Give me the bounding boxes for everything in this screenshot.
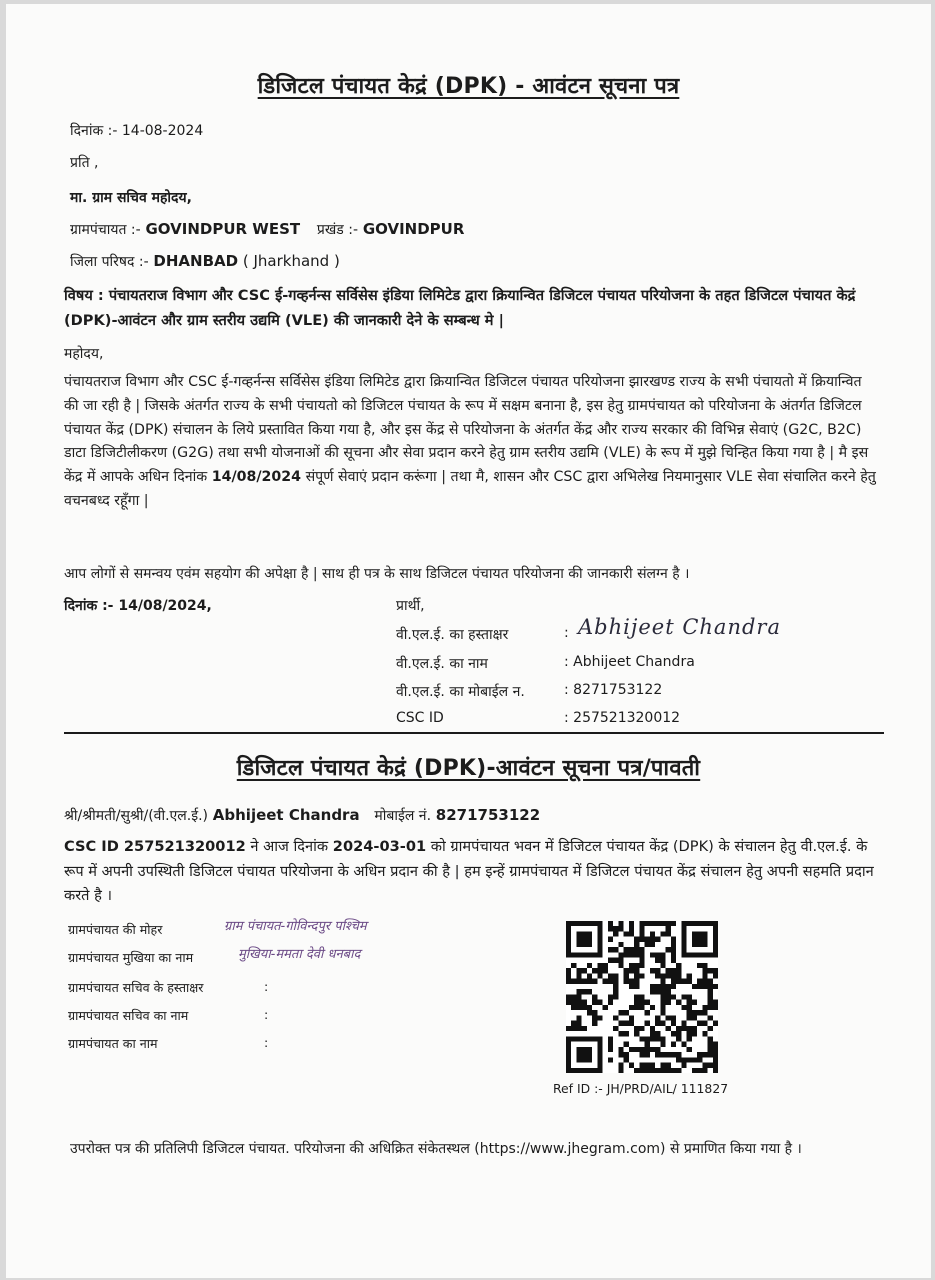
body-text-end: संपूर्ण सेवाएं प्रदान करूंगा | तथा मै, शासन और CSC द्वारा अभिलेख नियमानुसार VLE सेवा संचालित करने हेतु वचनबध्द रहूँगा | <box>64 469 876 509</box>
vle-name-label: वी.एल.ई. का नाम <box>396 656 488 672</box>
qr-code-graphic <box>566 921 718 1073</box>
receipt-title: डिजिटल पंचायत केद्रं (DPK)-आवंटन सूचना पत्र/पावती <box>236 756 701 781</box>
receipt-paragraph <box>64 835 880 909</box>
gram-panchayat-label: ग्रामपंचायत :- <box>70 222 141 238</box>
receipt-text-2: को ग्रामपंचायत भवन में डिजिटल पंचायत केंद्र (DPK) के संचालन हेतु वी.एल.ई. के रूप में अपनी उपस्थिती डिजिटल पंचायत परियोजना के अधिन प्रदान की है | हम इन्हें ग्रामपंचायत में डिजिटल पंचायत केंद्र संचालन हेतु अपनी सहमति प्रदान करते है । <box>64 838 874 904</box>
zila-row <box>70 252 340 271</box>
vle-signature: Abhijeet Chandra <box>578 615 781 639</box>
sachiv-sign-colon: : <box>264 979 269 994</box>
prakhand-label: प्रखंड :- <box>316 222 359 238</box>
gp-name-label: ग्रामपंचायत का नाम <box>68 1036 158 1051</box>
receipt-person-label: श्री/श्रीमती/सुश्री/(वी.एल.ई.) <box>64 808 208 824</box>
receipt-text-1: ने आज दिनांक <box>250 838 329 855</box>
mukhiya-label: ग्रामपंचायत मुखिया का नाम <box>68 950 194 965</box>
sachiv-name-colon: : <box>264 1007 269 1022</box>
sachiv-name-label: ग्रामपंचायत सचिव का नाम <box>68 1008 189 1023</box>
page-title: डिजिटल पंचायत केद्रं (DPK) - आवंटन सूचना पत्र <box>257 74 680 99</box>
receipt-person-row <box>64 806 540 825</box>
vle-mobile-row <box>564 682 662 698</box>
section-divider <box>64 732 884 734</box>
csc-id-colon: : <box>564 710 569 726</box>
vle-mobile-label: वी.एल.ई. का मोबाईल न. <box>396 684 525 700</box>
mukhiya-stamp: मुखिया-ममता देवी धनबाद <box>238 947 361 962</box>
subject <box>64 283 876 333</box>
date-bottom: दिनांक :- 14/08/2024, <box>64 598 212 614</box>
qr-code-icon <box>566 921 718 1073</box>
receipt-date: 2024-03-01 <box>332 838 427 855</box>
receipt-mobile-label: मोबाईल नं. <box>374 808 432 824</box>
body-date: 14/08/2024 <box>211 469 302 486</box>
seal-label: ग्रामपंचायत की मोहर <box>68 922 163 937</box>
addressee: मा. ग्राम सचिव महोदय, <box>70 190 192 206</box>
salutation: महोदय, <box>64 346 104 362</box>
zila-state: ( Jharkhand ) <box>242 252 340 270</box>
csc-id-label: CSC ID <box>396 710 444 726</box>
seal-stamp: ग्राम पंचायत-गोविन्दपुर पश्चिम <box>224 919 367 934</box>
vle-mobile-colon: : <box>564 682 569 698</box>
receipt-person-value: Abhijeet Chandra <box>212 806 360 824</box>
body-paragraph <box>64 371 878 514</box>
gram-panchayat-value: GOVINDPUR WEST <box>145 220 301 238</box>
vle-name-row <box>564 654 695 670</box>
zila-label: जिला परिषद :- <box>70 254 149 270</box>
sachiv-sign-label: ग्रामपंचायत सचिव के हस्ताक्षर <box>68 980 204 995</box>
gram-panchayat-row <box>70 220 464 239</box>
subject-label: विषय : <box>64 287 104 304</box>
date-line: दिनांक :- 14-08-2024 <box>70 123 204 139</box>
csc-id-value: 257521320012 <box>573 710 681 726</box>
prakhand-value: GOVINDPUR <box>362 220 465 238</box>
ref-id: Ref ID :- JH/PRD/AIL/ 111827 <box>553 1081 729 1096</box>
body-text: पंचायतराज विभाग और CSC ई-गव्हर्नन्स सर्विसेस इंडिया लिमिटेड द्वारा क्रियान्वित डिजिटल पंचायत परियोजना झारखण्ड राज्य के सभी पंचायतो में क्रियान्वित की जा रही है | जिसके अंतर्गत राज्य के सभी पंचायतो को डिजिटल पंचायत के रूप में सक्षम बनाना है, इस हेतु ग्रामपंचायत को परियोजना के अंतर्गत डिजिटल पंचायत केंद्र (DPK) संचालन के लिये प्रस्तावित किया गया है, और इस केंद्र से परियोजना के अंतर्गत केंद्र और राज्य सरकार की विभिन्न सेवाएं (G2C, B2C) डाटा डिजिटीलीकरण (G2G) तथा सभी योजनाओं की सूचना और सेवा प्रदान करने हेतु ग्राम स्तरीय उद्यमि (VLE) के रूप में मुझे चिन्हित किया गया है | मै इस केंद्र में आपके अधिन दिनांक <box>64 374 869 486</box>
vle-name-value: Abhijeet Chandra <box>573 654 695 670</box>
prarthi-text: प्रार्थी, <box>396 598 425 614</box>
receipt-csc-id: CSC ID 257521320012 <box>64 838 246 855</box>
vle-name-colon: : <box>564 654 569 670</box>
vle-mobile-value: 8271753122 <box>573 682 663 698</box>
gp-name-colon: : <box>264 1035 269 1050</box>
zila-value: DHANBAD <box>153 252 239 270</box>
vle-sign-colon: : <box>564 625 569 641</box>
cooperation-text: आप लोगों से समन्वय एवंम सहयोग की अपेक्षा है | साथ ही पत्र के साथ डिजिटल पंचायत परियोजना की जानकारी संलग्न है । <box>64 566 690 582</box>
letter-sheet <box>6 4 931 1278</box>
csc-id-row <box>564 710 680 726</box>
footer-note: उपरोक्त पत्र की प्रतिलिपी डिजिटल पंचायत. परियोजना की अधिक्रित संकेतस्थल (https://www.jhegram.com) से प्रमाणित किया गया है । <box>70 1141 802 1157</box>
prati-text: प्रति , <box>70 155 99 171</box>
subject-text: पंचायतराज विभाग और CSC ई-गव्हर्नन्स सर्विसेस इंडिया लिमिटेड द्वारा क्रियान्वित डिजिटल पंचायत परियोजना के तहत डिजिटल पंचायत केद्रं (DPK)-आवंटन और ग्राम स्तरीय उद्यमि (VLE) की जानकारी देने के सम्बन्ध मे | <box>64 287 856 329</box>
vle-sign-label: वी.एल.ई. का हस्ताक्षर <box>396 627 509 643</box>
receipt-mobile-value: 8271753122 <box>435 806 541 824</box>
